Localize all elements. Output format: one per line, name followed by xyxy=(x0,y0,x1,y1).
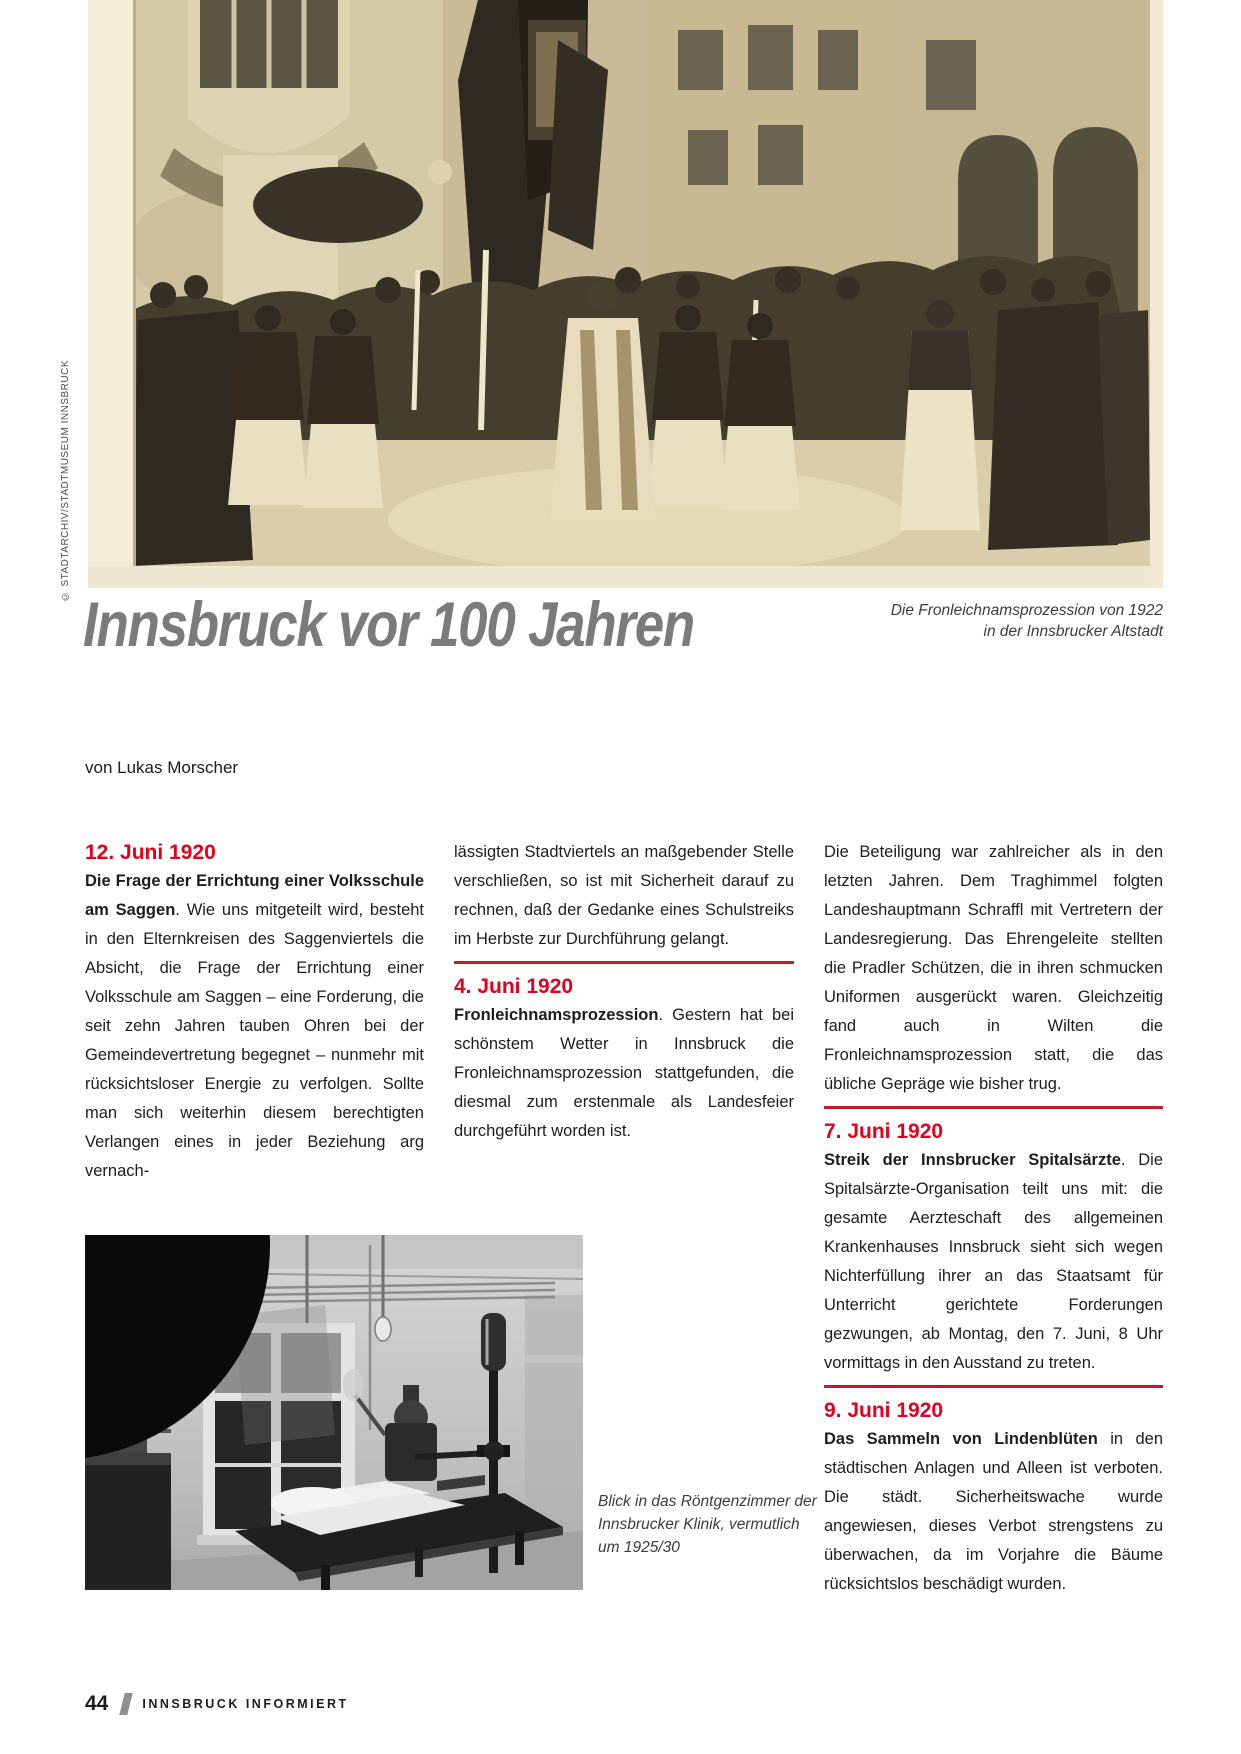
paragraph-text: . Wie uns mitgeteilt wird, besteht in den Elternkreisen des Saggenviertels die Absicht, die Frage der Errichtung einer Volksschule am Saggen – eine Forderung, die seit zehn Jahren tauben Ohren bei der Gemeindevertretung begegnet – nunmehr mit rücksichtsloser Energie zu verfolgen. Sollte man sich weiterhin diesem berechtigten Verlangen eines in jeder Beziehung arg vernach- xyxy=(85,901,425,1180)
byline: von Lukas Morscher xyxy=(85,758,239,777)
caption-line-2: in der Innsbrucker Altstadt xyxy=(983,623,1163,640)
date-heading-12-juni: 12. Juni 1920 xyxy=(85,841,216,864)
footer-slash-icon xyxy=(120,1693,133,1715)
article-paragraph xyxy=(824,838,1163,1099)
paragraph-text: . Gestern hat bei schönstem Wetter in Innsbruck die Fronleichnamsprozession stattgefunden, die diesmal zum erstenmale als Landesfeier durchgeführt worden ist. xyxy=(454,1006,794,1140)
caption-line-2: Innsbrucker Klinik, vermutlich xyxy=(598,1516,800,1533)
article-paragraph xyxy=(85,867,424,1186)
section-divider xyxy=(824,1385,1163,1388)
photo-credit: © STADTARCHIV/STADTMUSEUM INNSBRUCK xyxy=(60,360,71,602)
magazine-name: INNSBRUCK INFORMIERT xyxy=(142,1697,349,1711)
xray-photo-caption xyxy=(598,1490,817,1559)
caption-line-1: Blick in das Röntgenzimmer der xyxy=(598,1493,817,1510)
paragraph-text: lässigten Stadtviertels an maßgebender Stelle verschließen, so ist mit Sicherheit darauf zu rechnen, daß der Gedanke eines Schulstreiks im Herbste zur Durchführung gelangt. xyxy=(454,843,794,948)
xray-photo xyxy=(85,1235,583,1590)
paragraph-lead: Die Frage der Errichtung einer Volksschule am Saggen xyxy=(85,872,424,919)
date-heading-7-juni: 7. Juni 1920 xyxy=(824,1120,944,1143)
section-divider xyxy=(824,1106,1163,1109)
paragraph-text: . Die Spitalsärzte-Organisation teilt uns mit: die gesamte Aerzteschaft des allgemeinen Krankenhauses Innsbruck sieht sich wegen Nichterfüllung ihrer an das Staatsamt für Unterricht gerichtete Forderungen gezwungen, ab Montag, den 7. Juni, 8 Uhr vormittags in den Ausstand zu treten. xyxy=(824,1151,1163,1372)
page-footer xyxy=(85,1692,349,1716)
procession-photo-image xyxy=(88,0,1163,588)
paragraph-text: Die Beteiligung war zahlreicher als in den letzten Jahren. Dem Traghimmel folgten Landeshauptmann Schraffl mit Vertretern der Landesregierung. Das Ehrengeleite stellten die Pradler Schützen, die in ihren schmucken Uniformen ausgerückt waren. Gleichzeitig fand auch in Wilten die Fronleichnamsprozession statt, die das übliche Gepräge wie bisher trug. xyxy=(824,843,1163,1093)
paragraph-lead: Fronleichnamsprozession xyxy=(454,1006,659,1024)
caption-line-3: um 1925/30 xyxy=(598,1539,680,1556)
date-heading-9-juni: 9. Juni 1920 xyxy=(824,1399,944,1422)
article-paragraph xyxy=(454,1001,794,1146)
column-3 xyxy=(824,838,1163,1599)
page-title: Innsbruck vor 100 Jahren xyxy=(83,590,694,660)
article-paragraph xyxy=(824,1425,1163,1599)
article-paragraph xyxy=(454,838,794,954)
page-number: 44 xyxy=(85,1692,109,1715)
procession-photo-caption xyxy=(891,600,1163,642)
xray-photo-image xyxy=(85,1235,583,1590)
paragraph-lead: Streik der Innsbrucker Spitalsärzte xyxy=(824,1151,1121,1169)
procession-photo xyxy=(88,0,1163,588)
paragraph-text: in den städtischen Anlagen und Alleen ist verboten. Die städt. Sicherheitswache wurde angewiesen, dieses Verbot strengstens zu überwachen, da im Vorjahre die Bäume rücksichtslos beschädigt wurden. xyxy=(824,1430,1163,1593)
section-divider xyxy=(454,961,794,964)
article-paragraph xyxy=(824,1146,1163,1378)
caption-line-1: Die Fronleichnamsprozession von 1922 xyxy=(890,602,1163,619)
paragraph-lead: Das Sammeln von Lindenblüten xyxy=(824,1430,1098,1448)
date-heading-4-juni: 4. Juni 1920 xyxy=(454,975,574,998)
